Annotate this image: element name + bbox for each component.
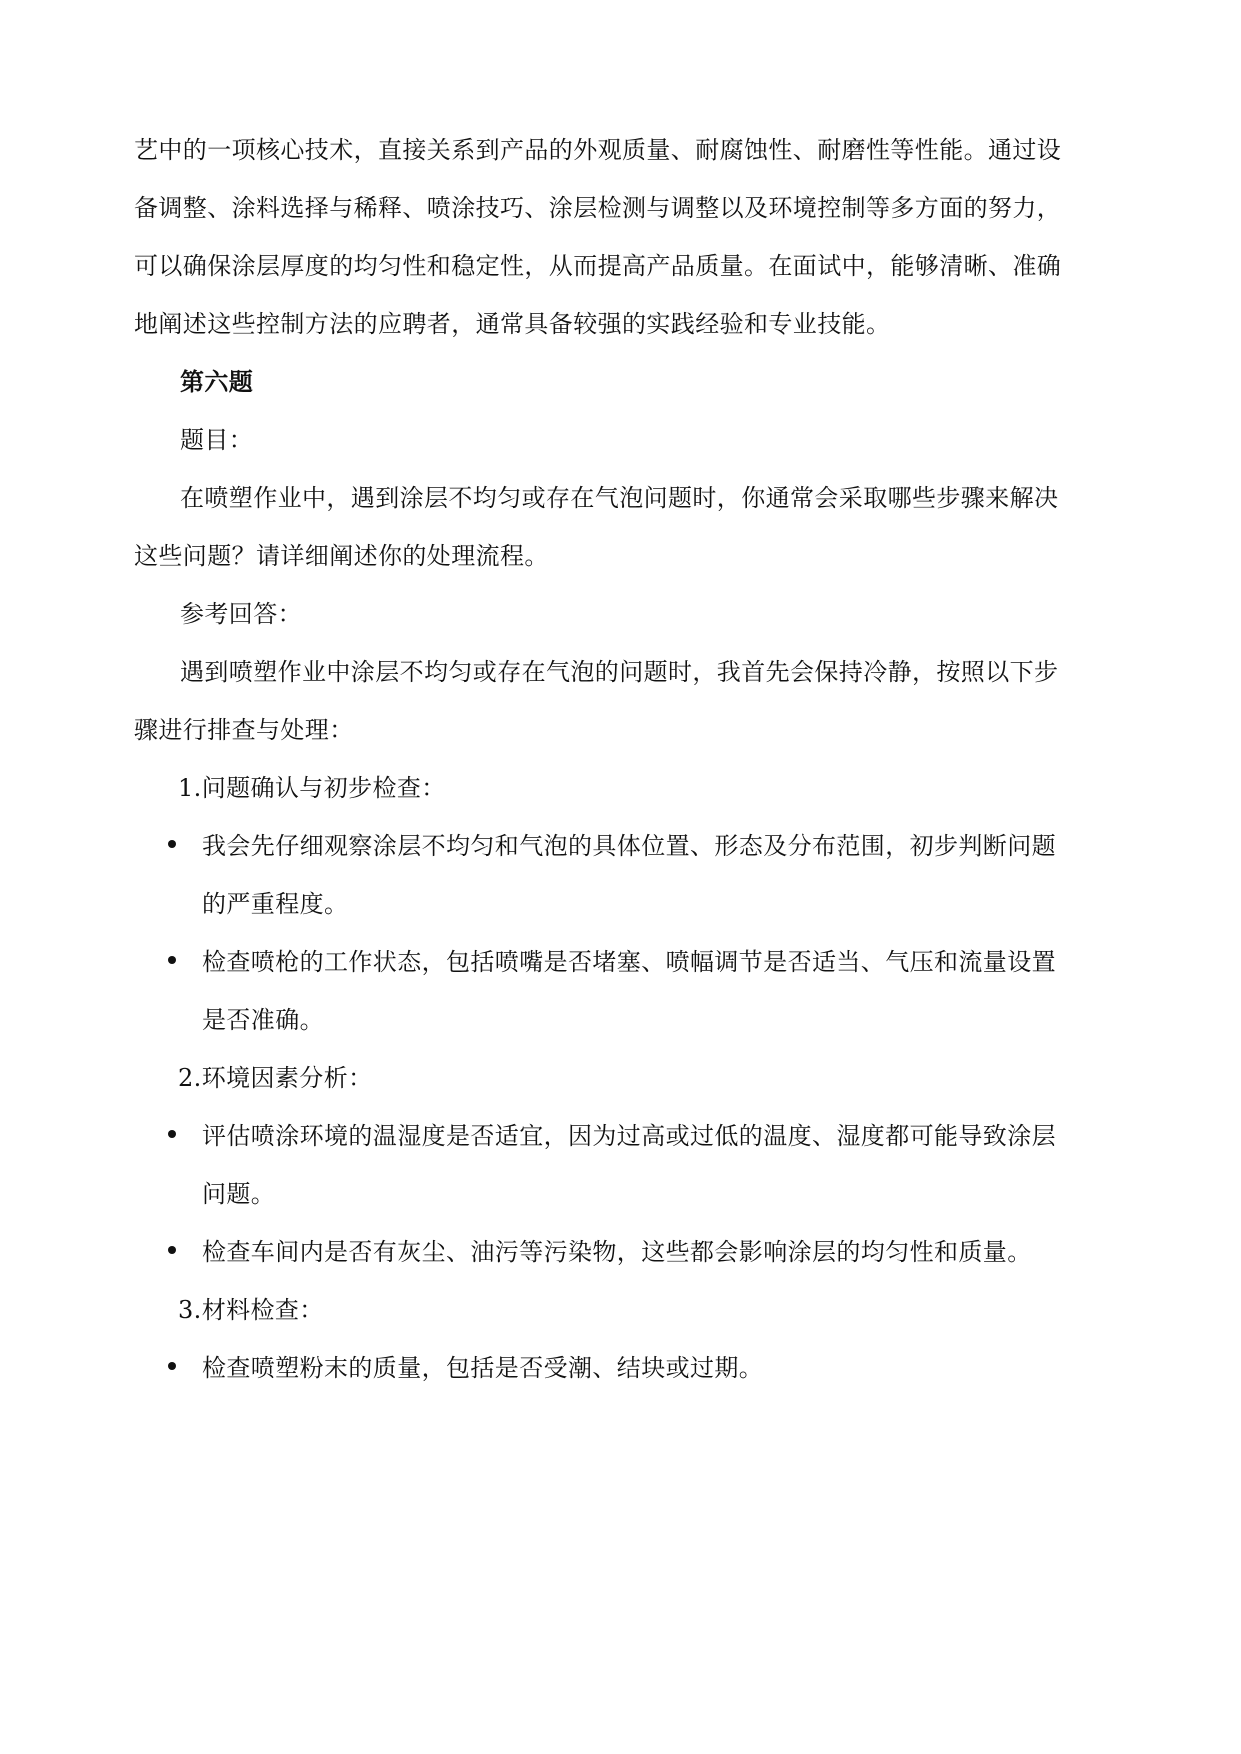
step-2-bullet-1-line-2: 问题。	[202, 1180, 276, 1208]
question-label: 题目：	[180, 426, 254, 454]
answer-intro-line-2: 骤进行排查与处理：	[134, 716, 354, 744]
intro-line-4: 地阐述这些控制方法的应聘者，通常具备较强的实践经验和专业技能。	[134, 310, 891, 338]
step-2-title: 2.环境因素分析：	[178, 1064, 373, 1092]
question-line-1: 在喷塑作业中，遇到涂层不均匀或存在气泡问题时，你通常会采取哪些步骤来解决	[180, 484, 1059, 512]
step-2-bullet-1-line-1: 评估喷涂环境的温湿度是否适宜，因为过高或过低的温度、湿度都可能导致涂层	[202, 1122, 1056, 1150]
section-title: 第六题	[180, 367, 254, 396]
step-1-bullet-1-line-1: 我会先仔细观察涂层不均匀和气泡的具体位置、形态及分布范围，初步判断问题	[202, 832, 1056, 860]
intro-line-2: 备调整、涂料选择与稀释、喷涂技巧、涂层检测与调整以及环境控制等多方面的努力，	[134, 194, 1062, 222]
answer-intro-line-1: 遇到喷塑作业中涂层不均匀或存在气泡的问题时，我首先会保持冷静，按照以下步	[180, 658, 1059, 686]
step-3-bullet-1-line-1: 检查喷塑粉末的质量，包括是否受潮、结块或过期。	[202, 1354, 764, 1382]
step-1-title: 1.问题确认与初步检查：	[178, 774, 446, 802]
intro-line-3: 可以确保涂层厚度的均匀性和稳定性，从而提高产品质量。在面试中，能够清晰、准确	[134, 252, 1062, 280]
bullet-icon	[168, 1246, 176, 1254]
bullet-icon	[168, 840, 176, 848]
bullet-icon	[168, 1130, 176, 1138]
step-1-bullet-1-line-2: 的严重程度。	[202, 890, 349, 918]
step-3-title: 3.材料检查：	[178, 1296, 324, 1324]
bullet-icon	[168, 956, 176, 964]
intro-line-1: 艺中的一项核心技术，直接关系到产品的外观质量、耐腐蚀性、耐磨性等性能。通过设	[134, 136, 1062, 164]
step-2-bullet-2-line-1: 检查车间内是否有灰尘、油污等污染物，这些都会影响涂层的均匀性和质量。	[202, 1238, 1032, 1266]
bullet-icon	[168, 1362, 176, 1370]
question-line-2: 这些问题？请详细阐述你的处理流程。	[134, 542, 549, 570]
step-1-bullet-2-line-1: 检查喷枪的工作状态，包括喷嘴是否堵塞、喷幅调节是否适当、气压和流量设置	[202, 948, 1056, 976]
step-1-bullet-2-line-2: 是否准确。	[202, 1006, 324, 1034]
answer-label: 参考回答：	[180, 600, 302, 628]
